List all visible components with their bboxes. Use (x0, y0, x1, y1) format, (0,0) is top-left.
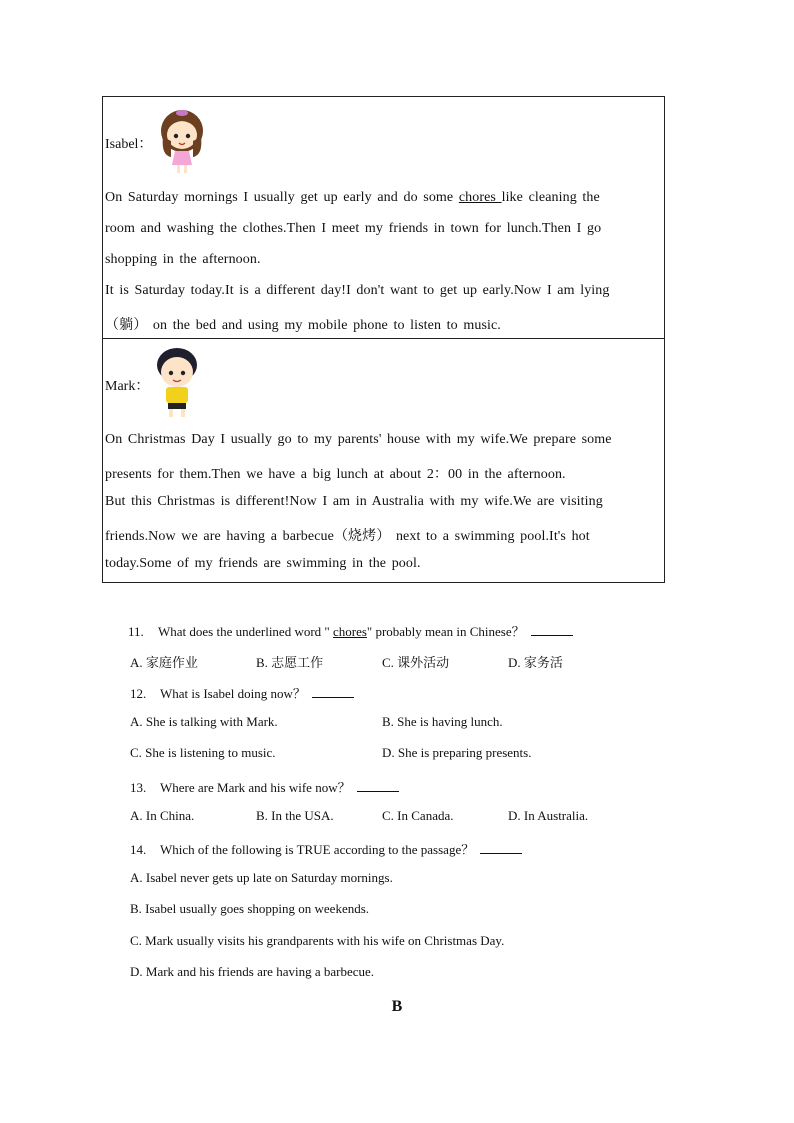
option-14-c: C. Mark usually visits his grandparents with his wife on Christmas Day. (130, 933, 505, 948)
isabel-line-4: It is Saturday today.It is a different day!I don't want to get up early.Now I am lying (105, 283, 610, 298)
mark-cell (103, 339, 664, 582)
option-11-d: D. 家务活 (508, 655, 563, 670)
isabel-line-1-text-b: like cleaning the (501, 190, 600, 205)
section-label: B (391, 998, 403, 1015)
question-underlined-word: chores (332, 624, 367, 639)
isabel-line-2: room and washing the clothes.Then I meet my friends in town for lunch.Then I go (105, 221, 602, 236)
option-13-c: C. In Canada. (382, 808, 454, 823)
option-11-a: A. 家庭作业 (130, 655, 198, 670)
isabel-line-1-text-a: On Saturday mornings I usually get up early and do some (105, 190, 459, 205)
isabel-line-1 (105, 190, 660, 206)
answer-blank[interactable] (312, 685, 354, 698)
answer-blank[interactable] (357, 779, 399, 792)
passage-table (102, 96, 665, 583)
answer-blank[interactable] (531, 623, 573, 636)
mark-line-2: presents for them.Then we have a big lunch at about 2：00 in the afternoon. (105, 467, 566, 482)
mark-line-3: But this Christmas is different!Now I am in Australia with my wife.We are visiting (105, 494, 603, 509)
option-12-d: D. She is preparing presents. (382, 745, 532, 760)
mark-speaker-label: Mark： (105, 379, 150, 394)
question-text: Where are Mark and his wife now？ (160, 780, 351, 795)
option-14-b: B. Isabel usually goes shopping on weekends. (130, 901, 370, 916)
option-13-a: A. In China. (130, 808, 195, 823)
question-number: 11. (128, 624, 144, 639)
question-text-end: " probably mean in Chinese？ (366, 624, 525, 639)
isabel-speaker-label: Isabel： (105, 137, 153, 152)
question-text: What is Isabel doing now？ (160, 686, 306, 701)
answer-blank[interactable] (480, 841, 522, 854)
question-text: Which of the following is TRUE according to the passage？ (160, 842, 475, 857)
question-11 (128, 621, 573, 640)
option-14-d: D. Mark and his friends are having a barbecue. (130, 964, 375, 979)
mark-line-1: On Christmas Day I usually go to my parents' house with my wife.We prepare some (105, 432, 612, 447)
isabel-cell (103, 97, 664, 339)
question-12 (130, 683, 354, 702)
isabel-line-5: （躺） on the bed and using my mobile phone to listen to music. (105, 318, 501, 333)
question-14 (130, 839, 522, 858)
option-12-a: A. She is talking with Mark. (130, 714, 278, 729)
isabel-line-3: shopping in the afternoon. (105, 252, 261, 267)
question-number: 14. (130, 842, 147, 857)
option-12-c: C. She is listening to music. (130, 745, 276, 760)
question-13 (130, 777, 399, 796)
isabel-avatar (159, 107, 205, 175)
mark-line-4: friends.Now we are having a barbecue（烧烤） next to a swimming pool.It's hot (105, 529, 590, 544)
option-14-a: A. Isabel never gets up late on Saturday mornings. (130, 870, 393, 885)
option-11-b: B. 志愿工作 (256, 655, 324, 670)
mark-avatar (153, 345, 201, 419)
option-13-d: D. In Australia. (508, 808, 589, 823)
option-13-b: B. In the USA. (256, 808, 334, 823)
question-number: 12. (130, 686, 147, 701)
question-text: What does the underlined word " (158, 624, 333, 639)
option-11-c: C. 课外活动 (382, 655, 450, 670)
option-12-b: B. She is having lunch. (382, 714, 503, 729)
underlined-word-chores: chores (458, 190, 502, 205)
question-number: 13. (130, 780, 147, 795)
mark-line-5: today.Some of my friends are swimming in the pool. (105, 556, 421, 571)
